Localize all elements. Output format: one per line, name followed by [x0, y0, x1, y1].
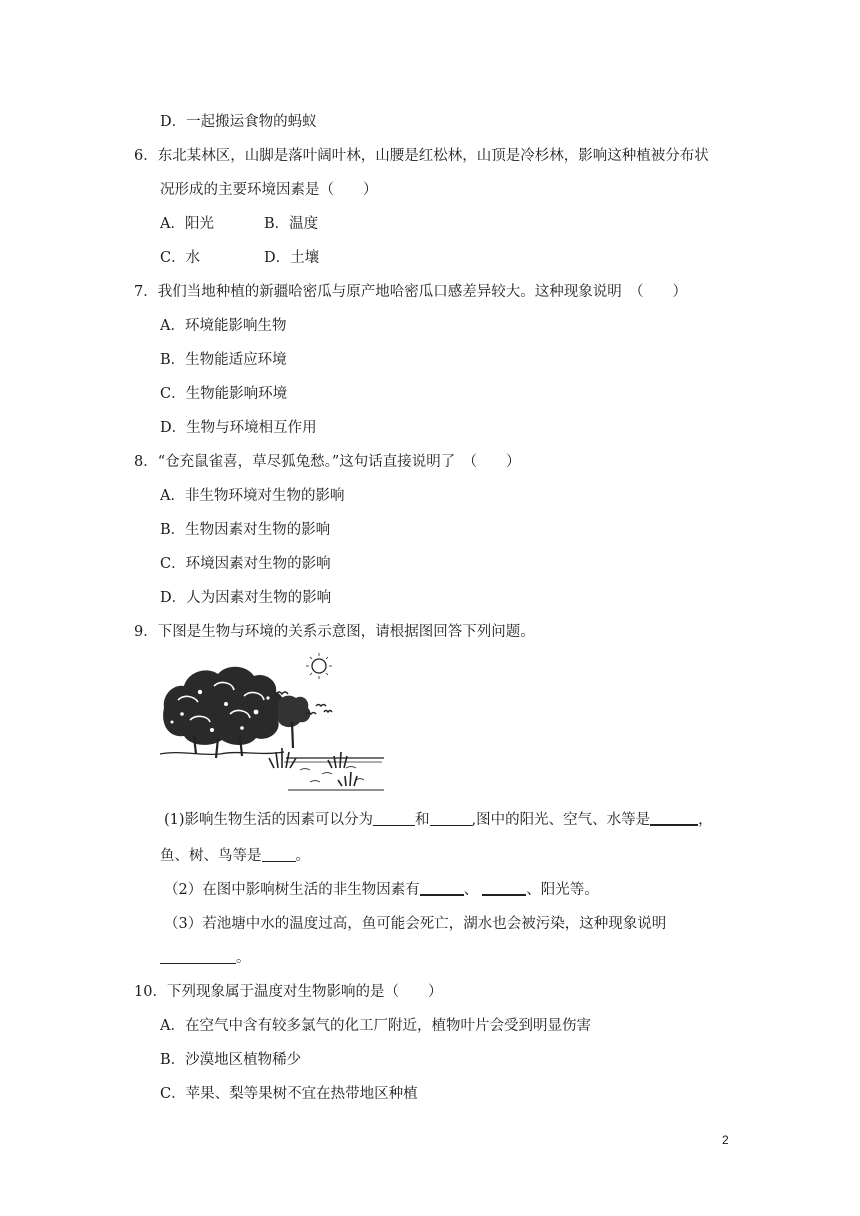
- q7-option-c: C．生物能影响环境: [160, 386, 288, 402]
- q9-part2: （2）在图中影响树生活的非生物因素有 、 、阳光等。: [164, 882, 599, 898]
- q9-stem: 9．下图是生物与环境的关系示意图，请根据图回答下列问题。: [134, 624, 535, 640]
- q10-option-a: A．在空气中含有较多氯气的化工厂附近，植物叶片会受到明显伤害: [160, 1018, 591, 1034]
- q9-part1-line1: (1)影响生物生活的因素可以分为 和 ,图中的阳光、空气、水等是 ，: [164, 812, 713, 828]
- q6-options-ab: [160, 214, 318, 234]
- q8-option-d: D．人为因素对生物的影响: [160, 590, 332, 606]
- ecosystem-illustration: [160, 650, 386, 798]
- q8-option-a: A．非生物环境对生物的影响: [160, 488, 345, 504]
- q10-option-b: B．沙漠地区植物稀少: [160, 1052, 302, 1068]
- q5-option-d: D．一起搬运食物的蚂蚁: [160, 114, 317, 130]
- tree-cluster: [160, 667, 310, 758]
- page-number: 2: [722, 1133, 729, 1147]
- q6-option-a: A．阳光: [160, 216, 214, 232]
- pond: [284, 758, 384, 790]
- q8-stem: 8．“仓充鼠雀喜，草尽狐兔愁。”这句话直接说明了 （ ）: [134, 454, 521, 470]
- q7-option-d: D．生物与环境相互作用: [160, 420, 317, 436]
- q8-option-c: C．环境因素对生物的影响: [160, 556, 331, 572]
- answer-blank-1[interactable]: [373, 811, 415, 826]
- answer-blank-4[interactable]: [262, 847, 296, 862]
- answer-blank-6[interactable]: [482, 880, 526, 896]
- q6-option-b: B．温度: [264, 216, 319, 232]
- q6-option-c: C．水: [160, 250, 201, 266]
- sun-icon: [306, 653, 332, 679]
- q6-stem-line2: 况形成的主要环境因素是（ ）: [160, 182, 378, 198]
- q7-option-b: B．生物能适应环境: [160, 352, 287, 368]
- q9-part3-line2: 。: [160, 948, 251, 968]
- q6-option-d: D．土壤: [264, 250, 320, 266]
- answer-blank-2[interactable]: [430, 811, 472, 826]
- q10-stem: 10．下列现象属于温度对生物影响的是（ ）: [134, 984, 443, 1000]
- answer-blank-5[interactable]: [420, 880, 464, 896]
- answer-blank-7[interactable]: [160, 949, 236, 964]
- answer-blank-3[interactable]: [650, 810, 698, 826]
- q10-option-c: C．苹果、梨等果树不宜在热带地区种植: [160, 1086, 418, 1102]
- q8-option-b: B．生物因素对生物的影响: [160, 522, 331, 538]
- q6-options-cd: [160, 248, 319, 268]
- q6-stem-line1: 6．东北某林区，山脚是落叶阔叶林，山腰是红松林，山顶是冷杉林，影响这种植被分布状: [134, 148, 709, 164]
- q9-part1-line2: 鱼、树、鸟等是 。: [160, 848, 310, 864]
- q9-part3-line1: （3）若池塘中水的温度过高，鱼可能会死亡，湖水也会被污染，这种现象说明: [164, 916, 667, 932]
- q7-option-a: A．环境能影响生物: [160, 318, 287, 334]
- q7-stem: 7．我们当地种植的新疆哈密瓜与原产地哈密瓜口感差异较大。这种现象说明 （ ）: [134, 284, 687, 300]
